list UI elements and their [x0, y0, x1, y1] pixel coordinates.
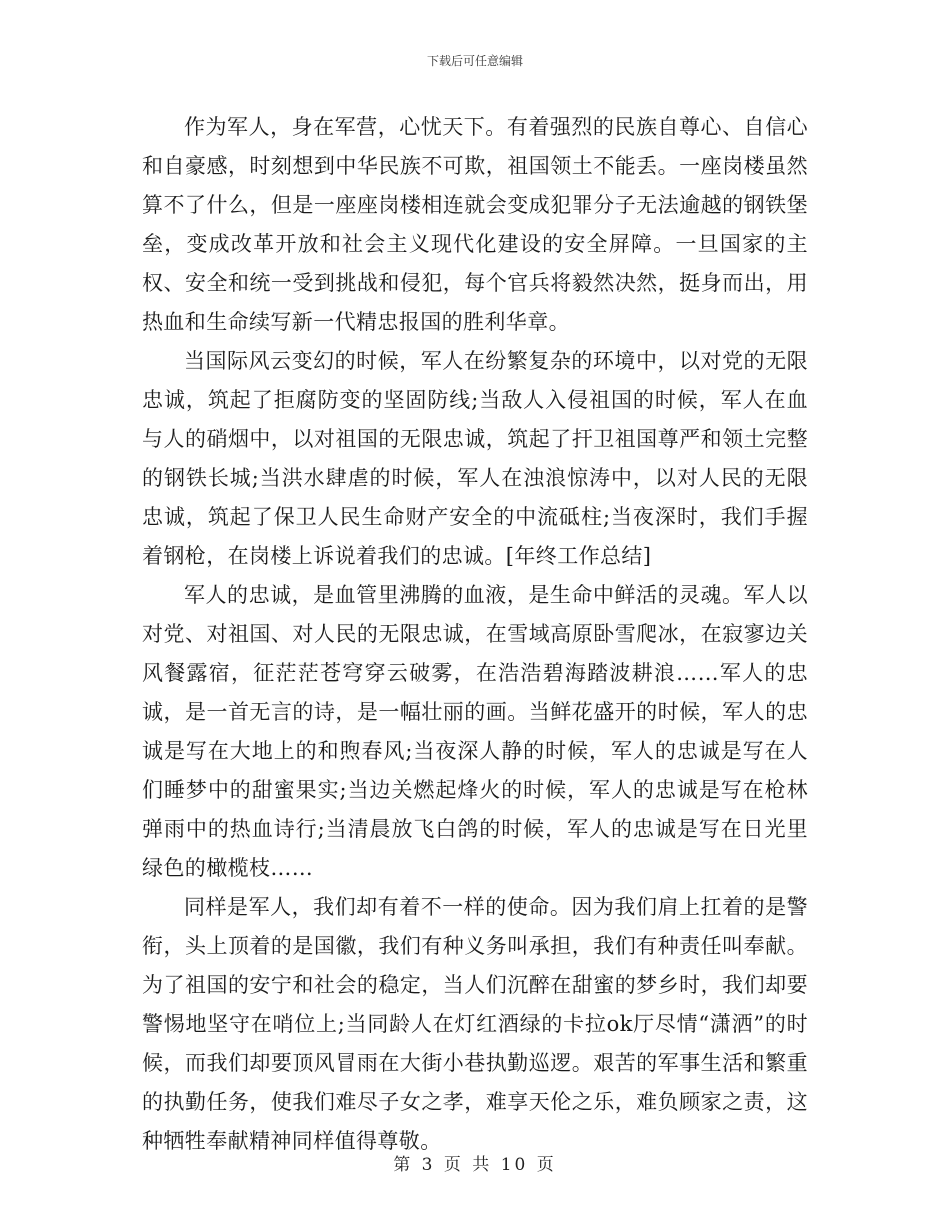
page-number: 第 3 页 共 10 页	[393, 1155, 557, 1175]
paragraph: 同样是军人，我们却有着不一样的使命。因为我们肩上扛着的是警衔，头上顶着的是国徽，我们有种义务叫承担，我们有种责任叫奉献。为了祖国的安宁和社会的稳定，当人们沉醉在甜蜜的梦乡时，我们却要警惕地坚守在哨位上;当同龄人在灯红酒绿的卡拉ok厅尽情“潇洒”的时候，而我们却要顶风冒雨在大街小巷执勤巡逻。艰苦的军事生活和繁重的执勤任务，使我们难尽子女之孝，难享天伦之乐，难负顾家之责，这种牺牲奉献精神同样值得尊敬。	[142, 895, 808, 1153]
document-body	[142, 108, 808, 1161]
paragraph: 作为军人，身在军营，心忧天下。有着强烈的民族自尊心、自信心和自豪感，时刻想到中华民族不可欺，祖国领土不能丢。一座岗楼虽然算不了什么，但是一座座岗楼相连就会变成犯罪分子无法逾越的钢铁堡垒，变成改革开放和社会主义现代化建设的安全屏障。一旦国家的主权、安全和统一受到挑战和侵犯，每个官兵将毅然决然，挺身而出，用热血和生命续写新一代精忠报国的胜利华章。	[142, 115, 808, 334]
paragraph: 当国际风云变幻的时候，军人在纷繁复杂的环境中，以对党的无限忠诚，筑起了拒腐防变的坚固防线;当敌人入侵祖国的时候，军人在血与人的硝烟中，以对祖国的无限忠诚，筑起了扞卫祖国尊严和领土完整的钢铁长城;当洪水肆虐的时候，军人在浊浪惊涛中，以对人民的无限忠诚，筑起了保卫人民生命财产安全的中流砥柱;当夜深时，我们手握着钢枪，在岗楼上诉说着我们的忠诚。[年终工作总结]	[142, 349, 808, 568]
paragraph: 军人的忠诚，是血管里沸腾的血液，是生命中鲜活的灵魂。军人以对党、对祖国、对人民的无限忠诚，在雪域高原卧雪爬冰，在寂寥边关风餐露宿，征茫茫苍穹穿云破雾，在浩浩碧海踏波耕浪……军人的忠诚，是一首无言的诗，是一幅壮丽的画。当鲜花盛开的时候，军人的忠诚是写在大地上的和煦春风;当夜深人静的时候，军人的忠诚是写在人们睡梦中的甜蜜果实;当边关燃起烽火的时候，军人的忠诚是写在枪林弹雨中的热血诗行;当清晨放飞白鸽的时候，军人的忠诚是写在日光里绿色的橄榄枝……	[142, 583, 808, 880]
page-header: 下载后可任意编辑	[426, 54, 523, 68]
